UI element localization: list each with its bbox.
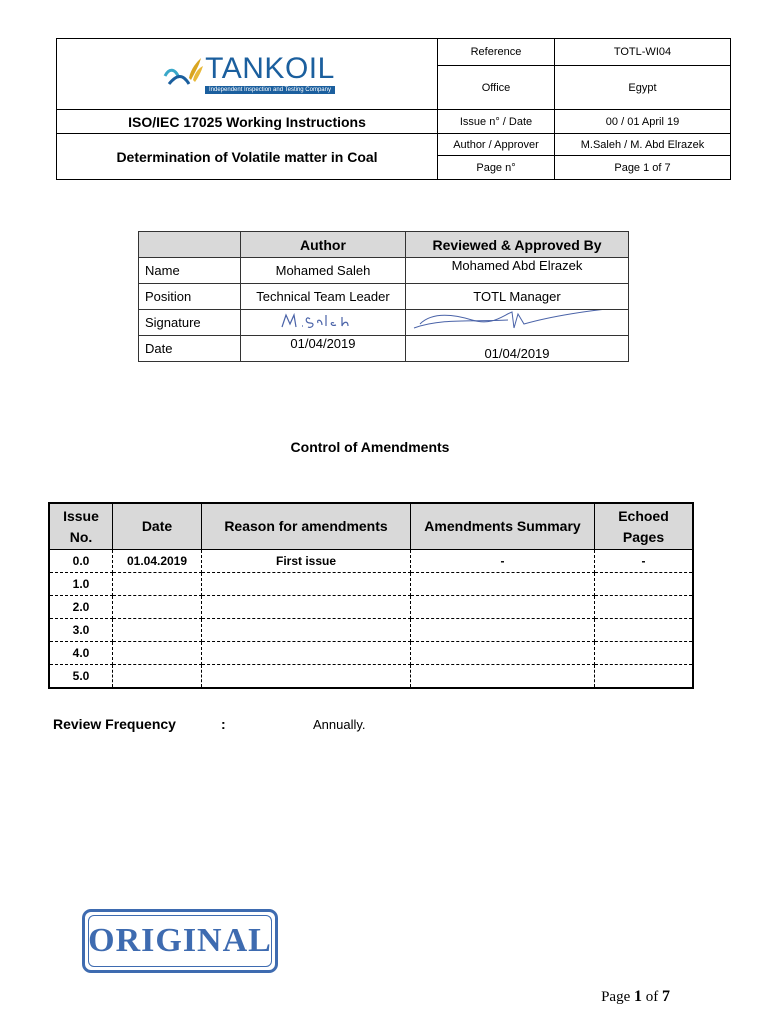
reason-cell: First issue — [202, 550, 411, 573]
summary-cell — [411, 642, 595, 665]
row-label: Name — [139, 258, 241, 284]
table-row — [49, 596, 693, 619]
reference-label: Reference — [438, 39, 555, 66]
document-header — [56, 38, 731, 180]
logo-wordmark: TANKOIL — [205, 52, 335, 85]
author-signature-image — [278, 311, 368, 331]
approval-table — [138, 231, 629, 362]
table-row — [139, 284, 629, 310]
issue-no-cell: 5.0 — [49, 665, 113, 689]
row-label: Date — [139, 336, 241, 362]
reviewer-column-header: Reviewed & Approved By — [406, 232, 629, 258]
echoed-pages-cell — [595, 573, 694, 596]
table-row — [49, 665, 693, 689]
reviewer-signature — [406, 310, 629, 336]
date-cell: 01.04.2019 — [113, 550, 202, 573]
date-cell — [113, 619, 202, 642]
reviewer-signature-image — [412, 310, 622, 332]
row-label: Signature — [139, 310, 241, 336]
table-row — [139, 310, 629, 336]
footer-of: of — [645, 989, 659, 1005]
echoed-pages-header: Echoed Pages — [595, 503, 694, 550]
issue-no-cell: 1.0 — [49, 573, 113, 596]
page-label: Page n° — [438, 156, 555, 180]
office-label: Office — [438, 66, 555, 110]
amendments-table — [48, 502, 694, 689]
table-row — [49, 619, 693, 642]
echoed-pages-cell: - — [595, 550, 694, 573]
author-approver-label: Author / Approver — [438, 134, 555, 156]
date-cell — [113, 573, 202, 596]
summary-cell: - — [411, 550, 595, 573]
review-frequency-label: Review Frequency — [53, 716, 176, 732]
author-approver-value: M.Saleh / M. Abd Elrazek — [555, 134, 731, 156]
review-frequency — [53, 716, 366, 732]
reason-cell — [202, 573, 411, 596]
original-stamp: ORIGINAL — [82, 909, 278, 973]
reason-cell — [202, 596, 411, 619]
summary-cell — [411, 619, 595, 642]
page-footer — [601, 988, 670, 1006]
echoed-pages-cell — [595, 619, 694, 642]
review-frequency-colon: : — [221, 716, 226, 732]
reviewer-position: TOTL Manager — [406, 284, 629, 310]
reference-value: TOTL-WI04 — [555, 39, 731, 66]
footer-current-page: 1 — [634, 988, 642, 1005]
issue-label: Issue n° / Date — [438, 110, 555, 134]
reason-cell — [202, 665, 411, 689]
summary-cell — [411, 573, 595, 596]
footer-page-prefix: Page — [601, 989, 631, 1005]
summary-cell — [411, 665, 595, 689]
echoed-pages-cell — [595, 642, 694, 665]
issue-no-cell: 0.0 — [49, 550, 113, 573]
table-row — [139, 258, 629, 284]
issue-no-header: Issue No. — [49, 503, 113, 550]
logo-tagline: Independent Inspection and Testing Company — [205, 86, 335, 94]
issue-value: 00 / 01 April 19 — [555, 110, 731, 134]
page-value: Page 1 of 7 — [555, 156, 731, 180]
amendments-title: Control of Amendments — [290, 439, 450, 455]
table-row — [49, 642, 693, 665]
date-cell — [113, 596, 202, 619]
document-title: Determination of Volatile matter in Coal — [57, 134, 438, 180]
logo-flame-icon — [159, 54, 205, 94]
table-row — [49, 573, 693, 596]
row-label: Position — [139, 284, 241, 310]
author-signature — [240, 310, 405, 336]
date-cell — [113, 665, 202, 689]
reason-header: Reason for amendments — [202, 503, 411, 550]
echoed-pages-cell — [595, 596, 694, 619]
summary-cell — [411, 596, 595, 619]
reason-cell — [202, 619, 411, 642]
reviewer-date: 01/04/2019 — [406, 336, 629, 362]
footer-total-pages: 7 — [662, 988, 670, 1005]
reviewer-name: Mohamed Abd Elrazek — [406, 258, 629, 284]
author-date: 01/04/2019 — [240, 336, 405, 362]
table-row — [49, 550, 693, 573]
standard-title: ISO/IEC 17025 Working Instructions — [57, 110, 438, 134]
author-position: Technical Team Leader — [240, 284, 405, 310]
issue-no-cell: 3.0 — [49, 619, 113, 642]
echoed-pages-cell — [595, 665, 694, 689]
summary-header: Amendments Summary — [411, 503, 595, 550]
author-column-header: Author — [240, 232, 405, 258]
date-header: Date — [113, 503, 202, 550]
approval-header-blank — [139, 232, 241, 258]
issue-no-cell: 2.0 — [49, 596, 113, 619]
review-frequency-value: Annually. — [313, 717, 366, 732]
logo-cell — [57, 39, 438, 110]
author-name: Mohamed Saleh — [240, 258, 405, 284]
office-value: Egypt — [555, 66, 731, 110]
date-cell — [113, 642, 202, 665]
company-logo — [57, 39, 437, 109]
reason-cell — [202, 642, 411, 665]
issue-no-cell: 4.0 — [49, 642, 113, 665]
table-row — [139, 336, 629, 362]
